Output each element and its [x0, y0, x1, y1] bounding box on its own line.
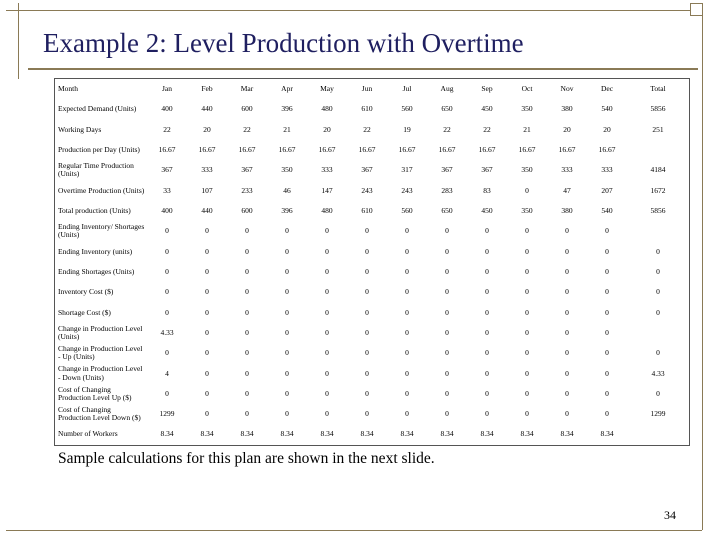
- table-cell: 1672: [650, 185, 666, 195]
- table-cell: 16.67: [358, 144, 376, 154]
- table-cell: 0: [165, 246, 169, 256]
- table-cell: 0: [205, 287, 209, 297]
- table-cell: 0: [485, 226, 489, 236]
- table-cell: 0: [485, 388, 489, 398]
- table-cell: 0: [445, 226, 449, 236]
- table-cell: 0: [405, 307, 409, 317]
- table-cell: 0: [485, 327, 489, 337]
- table-cell: 0: [525, 368, 529, 378]
- table-cell: 22: [163, 124, 171, 134]
- table-cell: 0: [365, 348, 369, 358]
- table-cell: 1299: [650, 409, 666, 419]
- table-cell: 0: [205, 226, 209, 236]
- row-label: Ending Shortages (Units): [58, 266, 135, 276]
- table-cell: 0: [365, 226, 369, 236]
- table-cell: 0: [405, 287, 409, 297]
- table-cell: 0: [656, 348, 660, 358]
- table-row: [55, 282, 689, 302]
- column-header: Mar: [240, 83, 254, 93]
- table-row: [55, 181, 689, 201]
- table-cell: 8.34: [600, 429, 614, 439]
- table-cell: 650: [441, 205, 453, 215]
- table-cell: 333: [561, 165, 573, 175]
- table-body: [55, 79, 689, 445]
- table-row: [55, 140, 689, 160]
- table-cell: 0: [656, 388, 660, 398]
- table-cell: 0: [325, 307, 329, 317]
- table-cell: 0: [285, 226, 289, 236]
- table-cell: 0: [365, 327, 369, 337]
- table-cell: 0: [605, 368, 609, 378]
- table-cell: 16.67: [158, 144, 176, 154]
- table-cell: 0: [525, 287, 529, 297]
- table-cell: 367: [441, 165, 453, 175]
- table-cell: 0: [245, 287, 249, 297]
- table-cell: 147: [321, 185, 333, 195]
- table-cell: 20: [603, 124, 611, 134]
- table-cell: 0: [445, 368, 449, 378]
- row-label: Ending Inventory (units): [58, 246, 133, 256]
- table-cell: 0: [656, 266, 660, 276]
- column-header: Oct: [521, 83, 533, 93]
- table-cell: 0: [565, 266, 569, 276]
- table-cell: 0: [485, 246, 489, 256]
- table-cell: 0: [605, 409, 609, 419]
- row-label: Overtime Production (Units): [58, 185, 145, 195]
- table-cell: 20: [323, 124, 331, 134]
- table-cell: 5856: [650, 104, 666, 114]
- column-header: Nov: [560, 83, 574, 93]
- table-cell: 0: [525, 246, 529, 256]
- table-cell: 0: [205, 266, 209, 276]
- table-cell: 0: [605, 226, 609, 236]
- table-cell: 0: [445, 266, 449, 276]
- table-cell: 0: [565, 307, 569, 317]
- table-cell: 8.34: [280, 429, 294, 439]
- table-cell: 0: [205, 246, 209, 256]
- table-cell: 0: [365, 388, 369, 398]
- table-cell: 0: [365, 368, 369, 378]
- table-cell: 0: [325, 226, 329, 236]
- table-cell: 0: [245, 368, 249, 378]
- slide-frame-left: [18, 3, 19, 79]
- table-cell: 233: [241, 185, 253, 195]
- table-cell: 46: [283, 185, 291, 195]
- table-cell: 33: [163, 185, 171, 195]
- row-label: Expected Demand (Units): [58, 104, 137, 114]
- table-cell: 243: [401, 185, 413, 195]
- table-cell: 333: [201, 165, 213, 175]
- table-cell: 0: [405, 266, 409, 276]
- table-row: [55, 262, 689, 282]
- table-cell: 0: [565, 226, 569, 236]
- table-cell: [627, 140, 689, 160]
- column-header: Jun: [361, 83, 373, 93]
- row-label: Working Days: [58, 124, 102, 134]
- table-cell: 22: [243, 124, 251, 134]
- column-header: Dec: [600, 83, 614, 93]
- table-cell: 0: [525, 307, 529, 317]
- table-cell: 0: [405, 327, 409, 337]
- table-cell: 450: [481, 104, 493, 114]
- slide-title: Example 2: Level Production with Overtime: [43, 28, 524, 58]
- table-cell: 0: [605, 246, 609, 256]
- table-cell: 440: [201, 205, 213, 215]
- table-cell: 0: [325, 266, 329, 276]
- table-cell: 0: [245, 266, 249, 276]
- row-label: Production per Day (Units): [58, 144, 140, 154]
- table-row: [55, 384, 689, 404]
- column-header: Jan: [162, 83, 172, 93]
- table-cell: 8.34: [560, 429, 574, 439]
- table-row: [55, 201, 689, 221]
- table-cell: 0: [285, 287, 289, 297]
- table-cell: 16.67: [398, 144, 416, 154]
- table-cell: 560: [401, 104, 413, 114]
- table-cell: 0: [165, 388, 169, 398]
- table-cell: 283: [441, 185, 453, 195]
- table-cell: 540: [601, 205, 613, 215]
- table-cell: 0: [605, 287, 609, 297]
- table-cell: [627, 323, 689, 343]
- table-cell: 0: [365, 287, 369, 297]
- table-cell: 0: [205, 327, 209, 337]
- row-label: Cost of Changing Production Level Up ($): [58, 384, 132, 403]
- table-cell: 0: [445, 307, 449, 317]
- table-cell: 0: [565, 348, 569, 358]
- column-header: Feb: [201, 83, 213, 93]
- table-cell: 0: [405, 226, 409, 236]
- table-cell: 333: [321, 165, 333, 175]
- table-cell: 0: [325, 287, 329, 297]
- table-cell: 0: [605, 266, 609, 276]
- table-cell: 20: [563, 124, 571, 134]
- table-cell: 0: [565, 388, 569, 398]
- table-cell: 8.34: [520, 429, 534, 439]
- table-cell: 0: [405, 409, 409, 419]
- table-cell: 0: [445, 246, 449, 256]
- table-cell: 16.67: [278, 144, 296, 154]
- row-label: Total production (Units): [58, 205, 131, 215]
- table-cell: 400: [161, 205, 173, 215]
- table-cell: 0: [245, 226, 249, 236]
- table-cell: 0: [525, 388, 529, 398]
- table-cell: 0: [525, 409, 529, 419]
- table-cell: [627, 221, 689, 241]
- row-label: Inventory Cost ($): [58, 287, 114, 297]
- table-cell: 16.67: [438, 144, 456, 154]
- table-cell: 0: [205, 388, 209, 398]
- corner-square-decoration: [690, 3, 703, 16]
- table-cell: 83: [483, 185, 491, 195]
- table-cell: 0: [485, 409, 489, 419]
- table-row: [55, 323, 689, 343]
- slide-frame-right: [702, 10, 703, 530]
- table-cell: 0: [285, 266, 289, 276]
- table-cell: 5856: [650, 205, 666, 215]
- table-cell: 0: [365, 409, 369, 419]
- table-cell: 0: [245, 246, 249, 256]
- table-cell: 16.67: [318, 144, 336, 154]
- table-row: [55, 120, 689, 140]
- table-cell: 0: [325, 368, 329, 378]
- row-label: Number of Workers: [58, 429, 118, 439]
- slide-frame-top: [6, 10, 694, 11]
- table-cell: 0: [565, 246, 569, 256]
- table-cell: 367: [161, 165, 173, 175]
- table-row: [55, 221, 689, 241]
- row-label: Change in Production Level (Units): [58, 323, 143, 342]
- table-cell: 480: [321, 104, 333, 114]
- table-cell: 0: [365, 266, 369, 276]
- table-cell: 0: [325, 246, 329, 256]
- table-cell: 350: [521, 104, 533, 114]
- table-cell: 16.67: [558, 144, 576, 154]
- table-cell: 610: [361, 205, 373, 215]
- table-cell: 0: [365, 307, 369, 317]
- table-header-row: [55, 79, 689, 99]
- table-cell: 400: [161, 104, 173, 114]
- table-cell: 0: [325, 327, 329, 337]
- column-header: Apr: [281, 83, 293, 93]
- table-cell: 0: [245, 327, 249, 337]
- table-cell: 350: [521, 165, 533, 175]
- table-cell: 0: [656, 287, 660, 297]
- table-cell: 350: [281, 165, 293, 175]
- row-label: Ending Inventory/ Shortages (Units): [58, 221, 145, 240]
- table-cell: 0: [405, 348, 409, 358]
- table-cell: 8.34: [480, 429, 494, 439]
- table-cell: 0: [565, 287, 569, 297]
- table-cell: 4.33: [651, 368, 665, 378]
- table-cell: 207: [601, 185, 613, 195]
- table-cell: 0: [205, 348, 209, 358]
- table-cell: 0: [485, 368, 489, 378]
- table-cell: 0: [245, 348, 249, 358]
- table-cell: 0: [605, 388, 609, 398]
- table-cell: 0: [245, 388, 249, 398]
- table-cell: 16.67: [238, 144, 256, 154]
- row-label: Cost of Changing Production Level Down ($): [58, 404, 141, 423]
- table-cell: 16.67: [478, 144, 496, 154]
- table-cell: 0: [285, 388, 289, 398]
- table-row: [55, 343, 689, 363]
- table-cell: 8.34: [440, 429, 454, 439]
- column-header: Sep: [481, 83, 493, 93]
- table-cell: 450: [481, 205, 493, 215]
- table-cell: 0: [525, 327, 529, 337]
- data-table: [55, 79, 689, 445]
- production-plan-table: [54, 78, 690, 446]
- table-cell: 367: [361, 165, 373, 175]
- table-cell: 4184: [650, 165, 666, 175]
- table-cell: 0: [485, 287, 489, 297]
- table-cell: 0: [205, 368, 209, 378]
- table-cell: 0: [285, 368, 289, 378]
- table-cell: 600: [241, 104, 253, 114]
- table-cell: 22: [443, 124, 451, 134]
- table-cell: 0: [245, 307, 249, 317]
- table-cell: 0: [525, 185, 529, 195]
- table-cell: 22: [483, 124, 491, 134]
- row-label: Change in Production Level - Down (Units): [58, 364, 143, 382]
- table-row: [55, 404, 689, 424]
- table-cell: 380: [561, 104, 573, 114]
- table-cell: 16.67: [198, 144, 216, 154]
- table-row: [55, 160, 689, 180]
- table-cell: 0: [165, 226, 169, 236]
- table-cell: 0: [565, 409, 569, 419]
- table-cell: 0: [525, 266, 529, 276]
- table-cell: 16.67: [598, 144, 616, 154]
- table-cell: 367: [241, 165, 253, 175]
- table-row: [55, 99, 689, 119]
- table-cell: 0: [525, 348, 529, 358]
- table-cell: 19: [403, 124, 411, 134]
- table-row: [55, 425, 689, 445]
- table-cell: 8.34: [320, 429, 334, 439]
- table-cell: 0: [325, 388, 329, 398]
- row-label: Shortage Cost ($): [58, 307, 111, 317]
- column-header: Aug: [440, 83, 454, 93]
- table-cell: 0: [405, 246, 409, 256]
- table-cell: 0: [525, 226, 529, 236]
- table-cell: 8.34: [200, 429, 214, 439]
- table-cell: 0: [656, 307, 660, 317]
- table-cell: 600: [241, 205, 253, 215]
- table-row: [55, 364, 689, 384]
- table-cell: 367: [481, 165, 493, 175]
- header-row-label: Month: [58, 83, 79, 93]
- table-cell: 380: [561, 205, 573, 215]
- table-cell: 0: [445, 327, 449, 337]
- table-cell: 0: [285, 327, 289, 337]
- table-cell: 0: [165, 287, 169, 297]
- table-cell: 8.34: [400, 429, 414, 439]
- table-cell: 0: [285, 246, 289, 256]
- table-cell: 0: [445, 388, 449, 398]
- table-cell: [627, 425, 689, 445]
- table-cell: 0: [605, 307, 609, 317]
- table-row: [55, 242, 689, 262]
- table-cell: 0: [165, 348, 169, 358]
- table-cell: 396: [281, 205, 293, 215]
- table-cell: 0: [325, 409, 329, 419]
- table-cell: 0: [365, 246, 369, 256]
- table-cell: 21: [283, 124, 291, 134]
- table-cell: 1299: [159, 409, 175, 419]
- sample-calculations-note: Sample calculations for this plan are shown in the next slide.: [58, 450, 435, 467]
- table-cell: 8.34: [360, 429, 374, 439]
- table-cell: 0: [285, 348, 289, 358]
- table-cell: 0: [445, 348, 449, 358]
- column-header: Jul: [402, 83, 412, 93]
- table-cell: 0: [605, 327, 609, 337]
- table-cell: 16.67: [518, 144, 536, 154]
- table-row: [55, 303, 689, 323]
- table-cell: 243: [361, 185, 373, 195]
- table-cell: 107: [201, 185, 213, 195]
- table-cell: 650: [441, 104, 453, 114]
- table-cell: 0: [165, 307, 169, 317]
- table-cell: 0: [285, 307, 289, 317]
- row-label: Change in Production Level - Up (Units): [58, 343, 143, 362]
- table-cell: 540: [601, 104, 613, 114]
- table-cell: 0: [656, 246, 660, 256]
- table-cell: 0: [405, 388, 409, 398]
- table-cell: 317: [401, 165, 413, 175]
- table-cell: 251: [652, 124, 664, 134]
- table-cell: 8.34: [160, 429, 174, 439]
- table-cell: 0: [405, 368, 409, 378]
- row-label: Regular Time Production (Units): [58, 160, 134, 179]
- table-cell: 560: [401, 205, 413, 215]
- table-cell: 333: [601, 165, 613, 175]
- table-cell: 22: [363, 124, 371, 134]
- table-cell: 0: [605, 348, 609, 358]
- title-underline: [28, 68, 698, 70]
- table-cell: 0: [565, 368, 569, 378]
- table-cell: 480: [321, 205, 333, 215]
- table-cell: 610: [361, 104, 373, 114]
- table-cell: 0: [325, 348, 329, 358]
- table-cell: 0: [285, 409, 289, 419]
- table-cell: 20: [203, 124, 211, 134]
- table-cell: 0: [485, 266, 489, 276]
- table-cell: 0: [165, 266, 169, 276]
- table-cell: 0: [245, 409, 249, 419]
- table-cell: 47: [563, 185, 571, 195]
- table-cell: 0: [205, 307, 209, 317]
- column-header: May: [320, 83, 334, 93]
- column-header: Total: [650, 83, 666, 93]
- table-cell: 21: [523, 124, 531, 134]
- table-cell: 0: [445, 409, 449, 419]
- table-cell: 0: [485, 307, 489, 317]
- table-cell: 0: [565, 327, 569, 337]
- table-cell: 0: [485, 348, 489, 358]
- table-cell: 4.33: [160, 327, 174, 337]
- table-cell: 396: [281, 104, 293, 114]
- slide-frame-bottom: [6, 530, 702, 531]
- table-cell: 0: [205, 409, 209, 419]
- table-cell: 440: [201, 104, 213, 114]
- table-cell: 8.34: [240, 429, 254, 439]
- table-cell: 4: [165, 368, 169, 378]
- table-cell: 0: [445, 287, 449, 297]
- table-cell: 350: [521, 205, 533, 215]
- page-number: 34: [664, 508, 676, 522]
